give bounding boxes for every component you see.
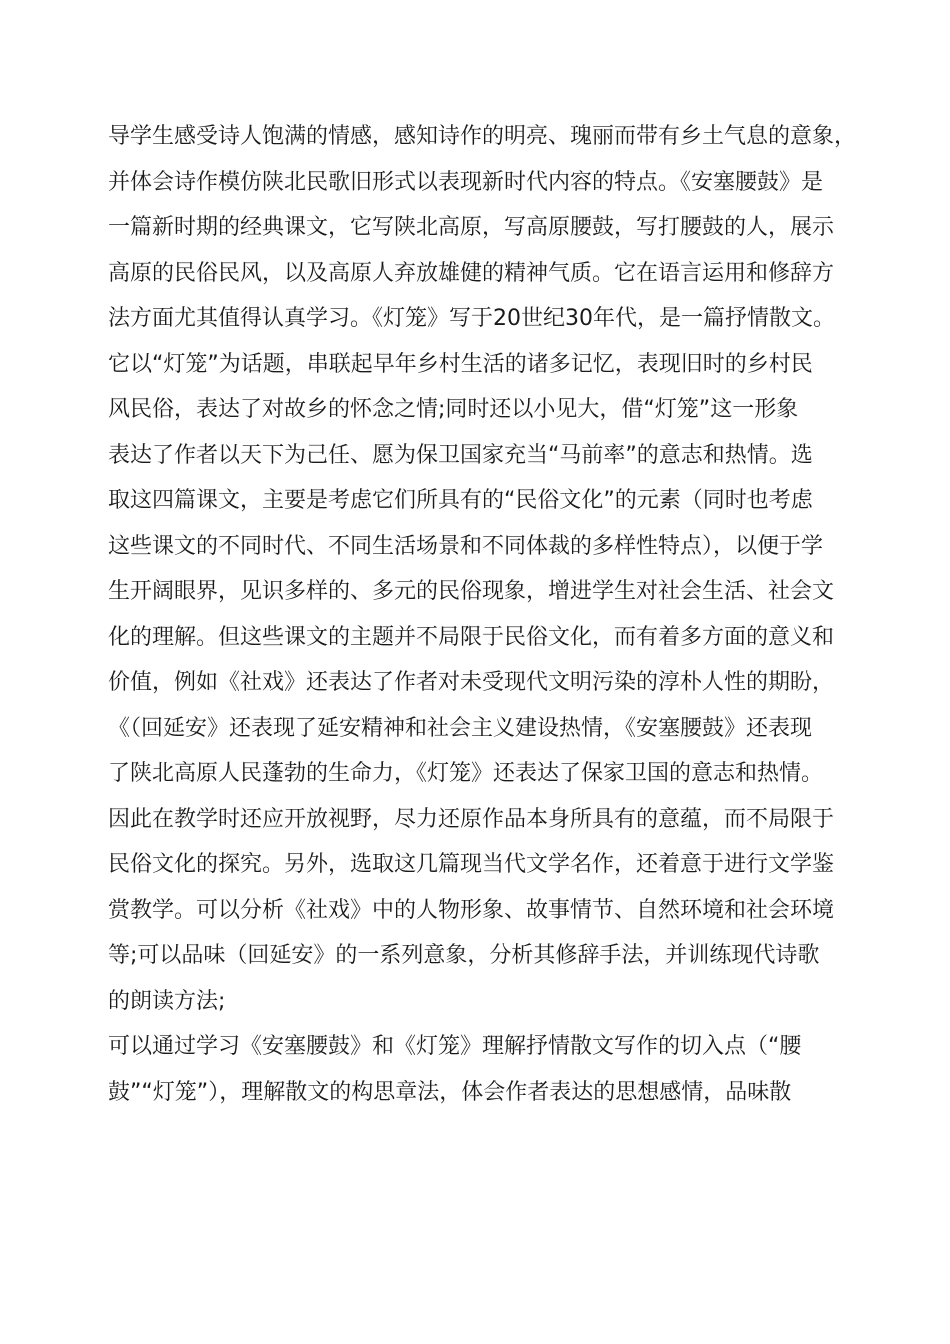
- text-line: 化的理解。但这些课文的主题并不局限于民俗文化，而有着多方面的意义和: [108, 624, 835, 650]
- text-line: 鼓”“灯笼”），理解散文的构思章法，体会作者表达的思想感情，品味散: [108, 1079, 792, 1105]
- text-line: 价值，例如《社戏》还表达了作者对未受现代文明污染的淳朴人性的期盼，: [108, 670, 835, 695]
- text-line: 导学生感受诗人饱满的情感，感知诗作的明亮、瑰丽而带有乡土气息的意象，: [108, 124, 857, 149]
- text-line: 这些课文的不同时代、不同生活场景和不同体裁的多样性特点），以便于学: [108, 533, 824, 559]
- text-line: 法方面尤其值得认真学习。《灯笼》写于20世纪30年代，是一篇抒情散文。: [108, 306, 835, 331]
- text-line: 风民俗，表达了对故乡的怀念之情;同时还以小见大，借“灯笼”这一形象: [108, 397, 799, 422]
- text-line: 它以“灯笼”为话题，串联起早年乡村生活的诸多记忆，表现旧时的乡村民: [108, 351, 813, 377]
- text-line: 等;可以品味（回延安》的一系列意象，分析其修辞手法，并训练现代诗歌: [108, 943, 820, 968]
- text-line: 民俗文化的探究。另外，选取这几篇现当代文学名作，还着意于进行文学鉴: [108, 852, 835, 877]
- text-line: 并体会诗作模仿陕北民歌旧形式以表现新时代内容的特点。《安塞腰鼓》是: [108, 169, 824, 195]
- body-text: [108, 114, 908, 1115]
- text-line: 赏教学。可以分析《社戏》中的人物形象、故事情节、自然环境和社会环境: [108, 897, 835, 923]
- text-line: 了陕北高原人民蓬勃的生命力，《灯笼》还表达了保家卫国的意志和热情。: [108, 761, 824, 786]
- text-line: 的朗读方法;: [108, 988, 226, 1014]
- text-line: 高原的民俗民风，以及高原人弃放雄健的精神气质。它在语言运用和修辞方: [108, 260, 835, 286]
- text-line: 因此在教学时还应开放视野，尽力还原作品本身所具有的意蕴，而不局限于: [108, 806, 835, 832]
- text-line: 表达了作者以天下为己任、愿为保卫国家充当“马前率”的意志和热情。选: [108, 442, 813, 468]
- text-line: 一篇新时期的经典课文，它写陕北高原，写高原腰鼓，写打腰鼓的人，展示: [108, 215, 835, 240]
- text-line: 《（回延安》还表现了延安精神和社会主义建设热情，《安塞腰鼓》还表现: [108, 715, 813, 741]
- text-line: 生开阔眼界，见识多样的、多元的民俗现象，增进学生对社会生活、社会文: [108, 579, 835, 604]
- text-line: 取这四篇课文，主要是考虑它们所具有的“民俗文化”的元素（同时也考虑: [108, 488, 813, 513]
- text-line: 可以通过学习《安塞腰鼓》和《灯笼》理解抒情散文写作的切入点（“腰: [108, 1034, 802, 1059]
